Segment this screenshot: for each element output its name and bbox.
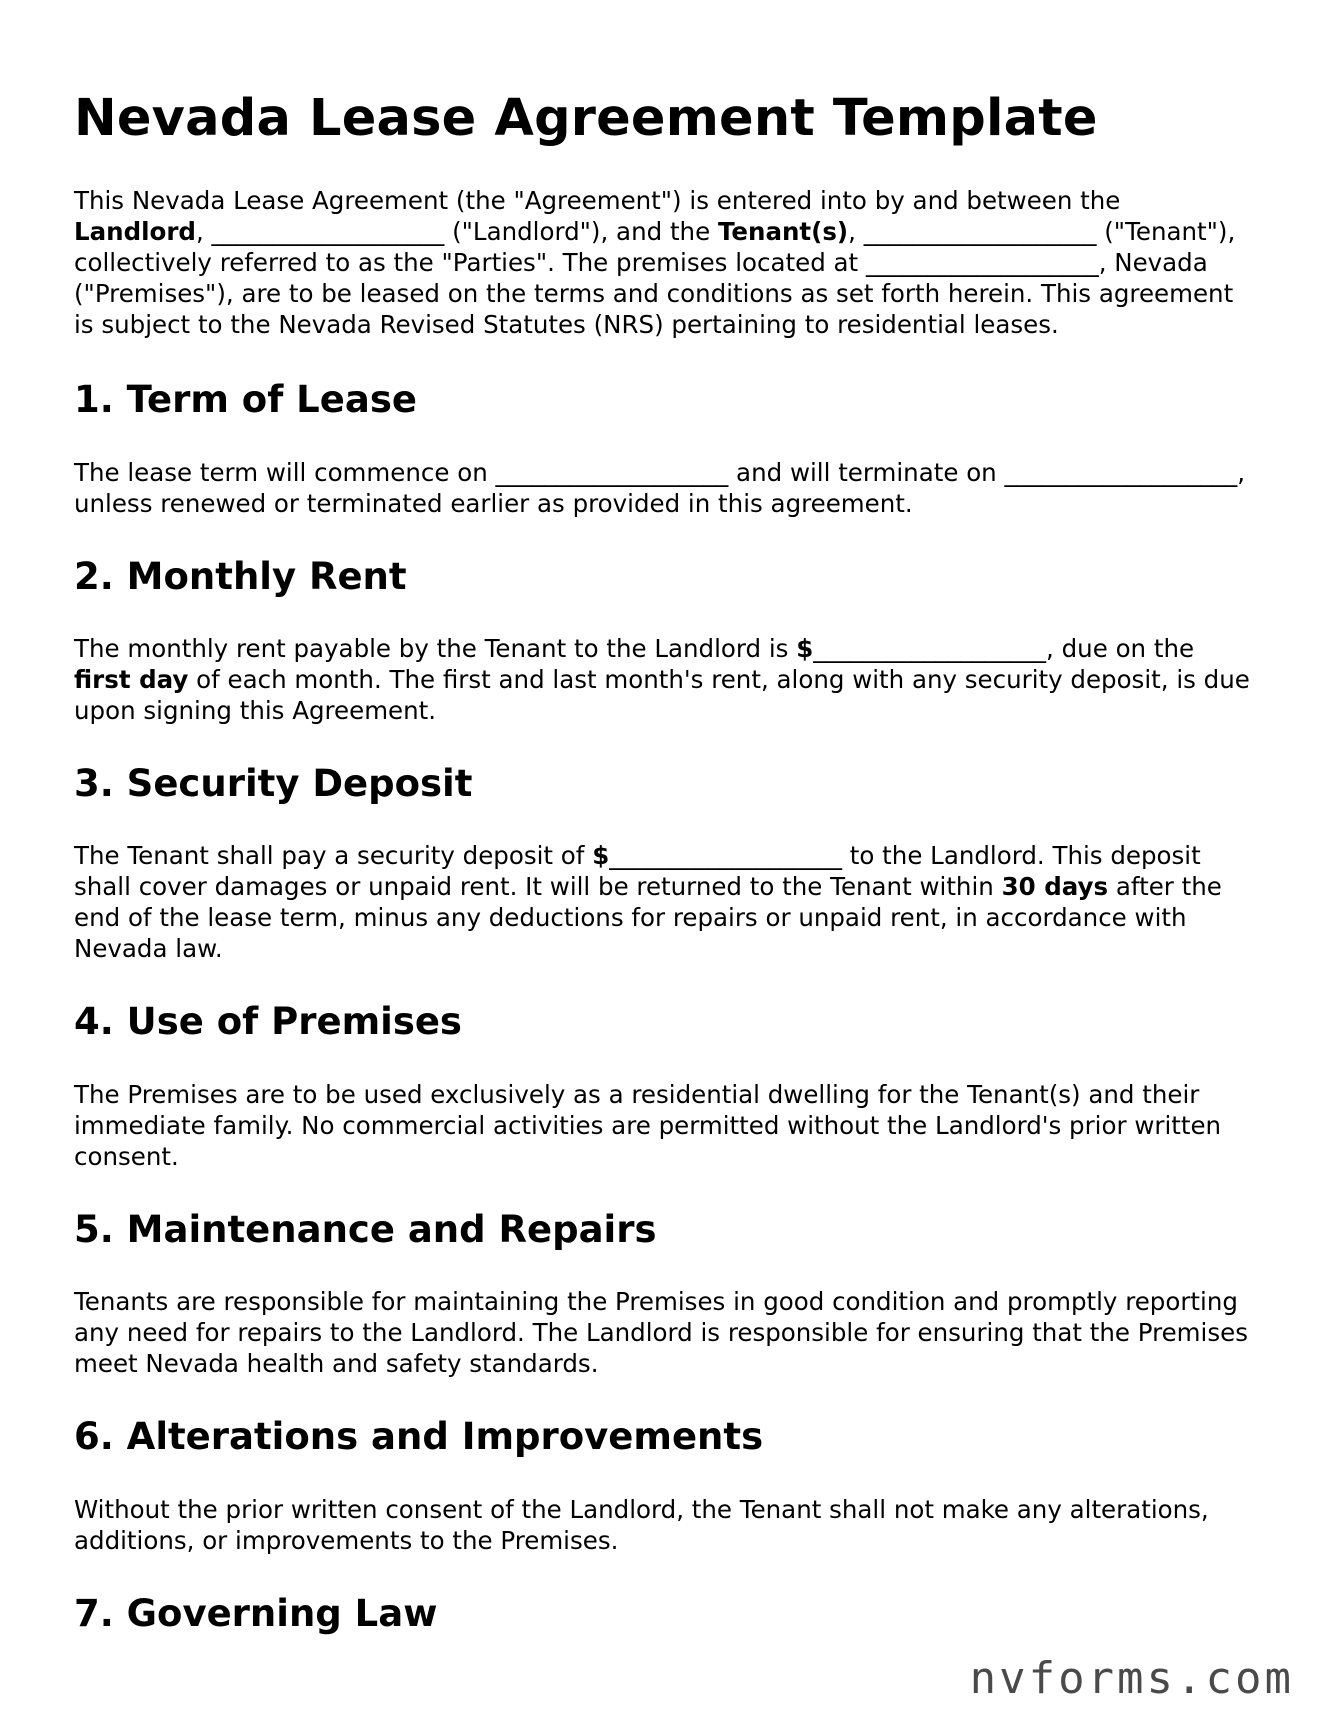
section-body-rent: The monthly rent payable by the Tenant to the Landlord is $___________________, due on the first day of each month. The first and last month's rent, along with any security deposit, is due upon signing this Agreement. [74,633,1250,725]
section-heading-rent: 2. Monthly Rent [74,554,407,598]
site-watermark: nvforms.com [969,1653,1294,1704]
section-heading-alterations: 6. Alterations and Improvements [74,1415,764,1459]
section-body-use: The Premises are to be used exclusively as a residential dwelling for the Tenant(s) and their immediate family. No commercial activities are permitted without the Landlord's prior written consent. [74,1079,1222,1171]
section-body-deposit: The Tenant shall pay a security deposit of $___________________ to the Landlord. This deposit shall cover damages or unpaid rent. It will be returned to the Tenant within 30 days after the end of the lease term, minus any deductions for repairs or unpaid rent, in accordance with Nevada law. [74,841,1222,964]
tenant-label: Tenant(s) [717,217,849,247]
section-body-alterations: Without the prior written consent of the Landlord, the Tenant shall not make any alterations, additions, or improvements to the Premises. [74,1494,1209,1555]
intro-paragraph: This Nevada Lease Agreement (the "Agreement") is entered into by and between the Landlord, ___________________ ("Landlord"), and the Tenant(s), ___________________ ("Tenant"), collectively referred to as the "Parties". The premises located at ___________________, Nevada ("Premises"), are to be leased on the terms and conditions as set forth herein. This agreement is subject to the Nevada Revised Statutes (NRS) pertaining to residential leases. [74,186,1236,340]
section-heading-governing-law: 7. Governing Law [74,1591,438,1635]
section-body-term: The lease term will commence on ___________________ and will terminate on ___________________, unless renewed or terminated earlier as provided in this agreement. [74,457,1246,518]
section-heading-term: 1. Term of Lease [74,378,417,422]
section-heading-maintenance: 5. Maintenance and Repairs [74,1207,657,1251]
landlord-label: Landlord [74,217,196,247]
document-page [74,88,1254,1670]
section-heading-deposit: 3. Security Deposit [74,761,473,805]
section-heading-use: 4. Use of Premises [74,1000,462,1044]
section-body-maintenance: Tenants are responsible for maintaining the Premises in good condition and promptly reporting any need for repairs to the Landlord. The Landlord is responsible for ensuring that the Premises meet Nevada health and safety standards. [74,1287,1248,1379]
document-title: Nevada Lease Agreement Template [74,89,1098,148]
